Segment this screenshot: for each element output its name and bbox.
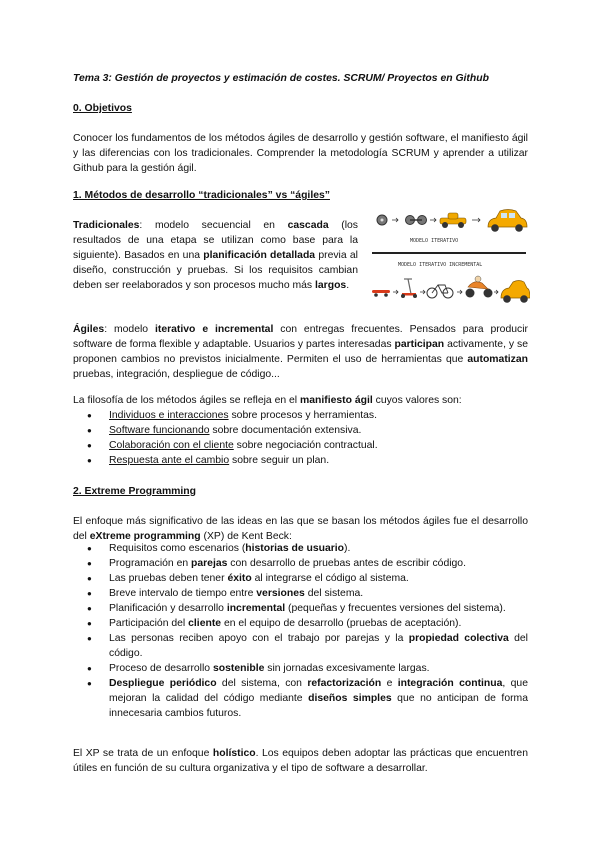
bold-run: incremental xyxy=(226,603,286,614)
section-xp-heading: 2. Extreme Programming xyxy=(73,486,196,497)
tradicionales-paragraph xyxy=(73,218,358,293)
text-run: cuyos valores son: xyxy=(372,395,462,406)
vehicles-illustration xyxy=(368,205,530,315)
document-title: Tema 3: Gestión de proyectos y estimación de costes. SCRUM/ Proyectos en Github xyxy=(73,73,489,84)
underlined-run: Colaboración con el cliente xyxy=(109,440,234,451)
text-run: , que mejoran la calidad del código mediante xyxy=(109,678,528,704)
bold-run: propiedad colectiva xyxy=(408,633,509,644)
bold-run: historias de usuario xyxy=(245,543,345,554)
underlined-run: Software funcionando xyxy=(109,425,210,436)
text-run: (XP) de Kent Beck: xyxy=(200,531,292,542)
text-run: Breve intervalo de tiempo entre xyxy=(109,588,257,599)
underlined-run: Individuos e interacciones xyxy=(109,410,229,421)
bold-run: automatizan xyxy=(467,354,528,365)
bold-run: parejas xyxy=(191,558,228,569)
xp-outro-paragraph xyxy=(73,746,528,776)
text-run: ). xyxy=(344,543,351,554)
xp-practices-list xyxy=(73,541,528,721)
bicycle-icon xyxy=(427,285,453,298)
text-run: en el equipo de desarrollo (pruebas de aceptación). xyxy=(221,618,462,629)
section-metodos-heading: 1. Métodos de desarrollo “tradicionales” vs “ágiles” xyxy=(73,190,330,201)
text-run: : modelo secuencial en xyxy=(139,220,288,231)
text-run: Las pruebas deben tener xyxy=(109,573,228,584)
list-item xyxy=(73,438,528,453)
text-run: Requisitos como escenarios ( xyxy=(109,543,246,554)
text-run: del sistema, con xyxy=(216,678,308,689)
text-run: (pequeñas y frecuentes versiones del sistema). xyxy=(285,603,506,614)
text-run: sobre procesos y herramientas. xyxy=(228,410,377,421)
text-run: pruebas, integración, despliegue de código... xyxy=(73,369,280,380)
text-run: (los resultados de una etapa se utilizan como base para la siguiente). Basados en una xyxy=(73,220,358,261)
list-item xyxy=(73,556,528,571)
objetivos-paragraph: Conocer los fundamentos de los métodos ágiles de desarrollo y gestión software, el manifiesto ágil y las diferencias con los tradicionales. Comprender la metodología SCRUM y aprender a utilizar Github para la gestión ágil. xyxy=(73,133,528,174)
text-run: sobre negociación contractual. xyxy=(233,440,378,451)
text-run: Programación en xyxy=(109,558,192,569)
manifesto-intro xyxy=(73,393,528,408)
text-run: La filosofía de los métodos ágiles se refleja en el xyxy=(73,395,300,406)
text-run: El XP se trata de un enfoque xyxy=(73,748,213,759)
text-run: sin jornadas excesivamente largas. xyxy=(264,663,430,674)
bold-run: integración continua xyxy=(397,678,503,689)
car-icon xyxy=(488,210,527,232)
tradicionales-label: Tradicionales xyxy=(73,220,140,231)
bold-run: eXtreme programming xyxy=(89,531,201,542)
text-run: Planificación y desarrollo xyxy=(109,603,227,614)
text-run: del sistema. xyxy=(304,588,364,599)
text-run: al integrarse el código al sistema. xyxy=(251,573,409,584)
xp-intro-paragraph xyxy=(73,514,528,544)
bold-run: refactorización xyxy=(307,678,382,689)
text-run: con entregas frecuentes. Pensados para producir software de forma flexible y adaptable. Usuarios y partes interesadas xyxy=(73,324,528,350)
text-run: . Los equipos deben adoptar las prácticas que encuentren útiles en función de su cultura organizativa y el tipo de software a desarrollar. xyxy=(73,748,528,774)
incremental-row xyxy=(372,276,530,303)
section-objetivos-heading: 0. Objetivos xyxy=(73,103,132,114)
text-run: con desarrollo de pruebas antes de escribir código. xyxy=(227,558,466,569)
list-item xyxy=(73,423,528,438)
bold-run: participan xyxy=(394,339,445,350)
scooter-icon xyxy=(401,279,417,298)
list-item xyxy=(73,631,528,661)
agiles-label: Ágiles xyxy=(73,324,105,335)
car-chassis-icon xyxy=(440,213,466,228)
figure-caption-top: MODELO ITERATIVO xyxy=(410,238,459,244)
list-item xyxy=(73,453,528,468)
text-run: sobre documentación extensiva. xyxy=(209,425,362,436)
figure-caption-bottom: MODELO ITERATIVO INCREMENTAL xyxy=(398,262,483,268)
text-run: del código. xyxy=(109,633,528,659)
text-run: que no anticipan de forma innecesaria cambios futuros. xyxy=(109,693,528,719)
agiles-paragraph xyxy=(73,322,528,382)
text-run: . xyxy=(346,280,350,291)
bold-run: versiones xyxy=(256,588,305,599)
wheel-icon xyxy=(377,215,387,225)
text-run: Proceso de desarrollo xyxy=(109,663,213,674)
text-run: Las personas reciben apoyo con el trabajo por parejas y la xyxy=(109,633,409,644)
list-item xyxy=(73,616,528,631)
text-run: sobre seguir un plan. xyxy=(229,455,330,466)
bold-run: manifiesto ágil xyxy=(300,395,373,406)
list-item xyxy=(73,541,528,556)
bold-run: holístico xyxy=(212,748,256,759)
list-item xyxy=(73,661,528,676)
bold-run: diseños simples xyxy=(308,693,392,704)
text-run: : modelo xyxy=(104,324,155,335)
list-item xyxy=(73,571,528,586)
bold-run: largos xyxy=(315,280,347,291)
skateboard-icon xyxy=(372,290,390,297)
text-run: previa al diseño, construcción y pruebas. Si los requisitos cambian deben ser reelaborados y son procesos mucho más xyxy=(73,250,358,291)
manifesto-values-list xyxy=(73,408,528,468)
underlined-run: Respuesta ante el cambio xyxy=(109,455,230,466)
list-item xyxy=(73,676,528,721)
bold-run: cliente xyxy=(188,618,222,629)
list-item xyxy=(73,586,528,601)
bold-run: cascada xyxy=(287,220,329,231)
two-wheels-icon xyxy=(406,216,427,225)
list-item xyxy=(73,408,528,423)
text-run: Participación del xyxy=(109,618,189,629)
bold-run: iterativo e incremental xyxy=(154,324,274,335)
text-run: El enfoque más significativo de las ideas en las que se basan los métodos ágiles fue el desarrollo del xyxy=(73,516,528,542)
bold-run: planificación detallada xyxy=(203,250,316,261)
text-run: activamente, y se proponen cambios no previstos inicialmente. Permiten el uso de herramientas que xyxy=(73,339,528,365)
iterative-model-figure xyxy=(368,205,530,315)
bold-run: Despliegue periódico xyxy=(109,678,217,689)
convertible-car-icon xyxy=(501,281,530,303)
iterative-row xyxy=(377,210,527,232)
bold-run: éxito xyxy=(227,573,252,584)
bold-run: sostenible xyxy=(212,663,265,674)
list-item xyxy=(73,601,528,616)
text-run: e xyxy=(381,678,398,689)
motorbike-icon xyxy=(466,276,493,298)
